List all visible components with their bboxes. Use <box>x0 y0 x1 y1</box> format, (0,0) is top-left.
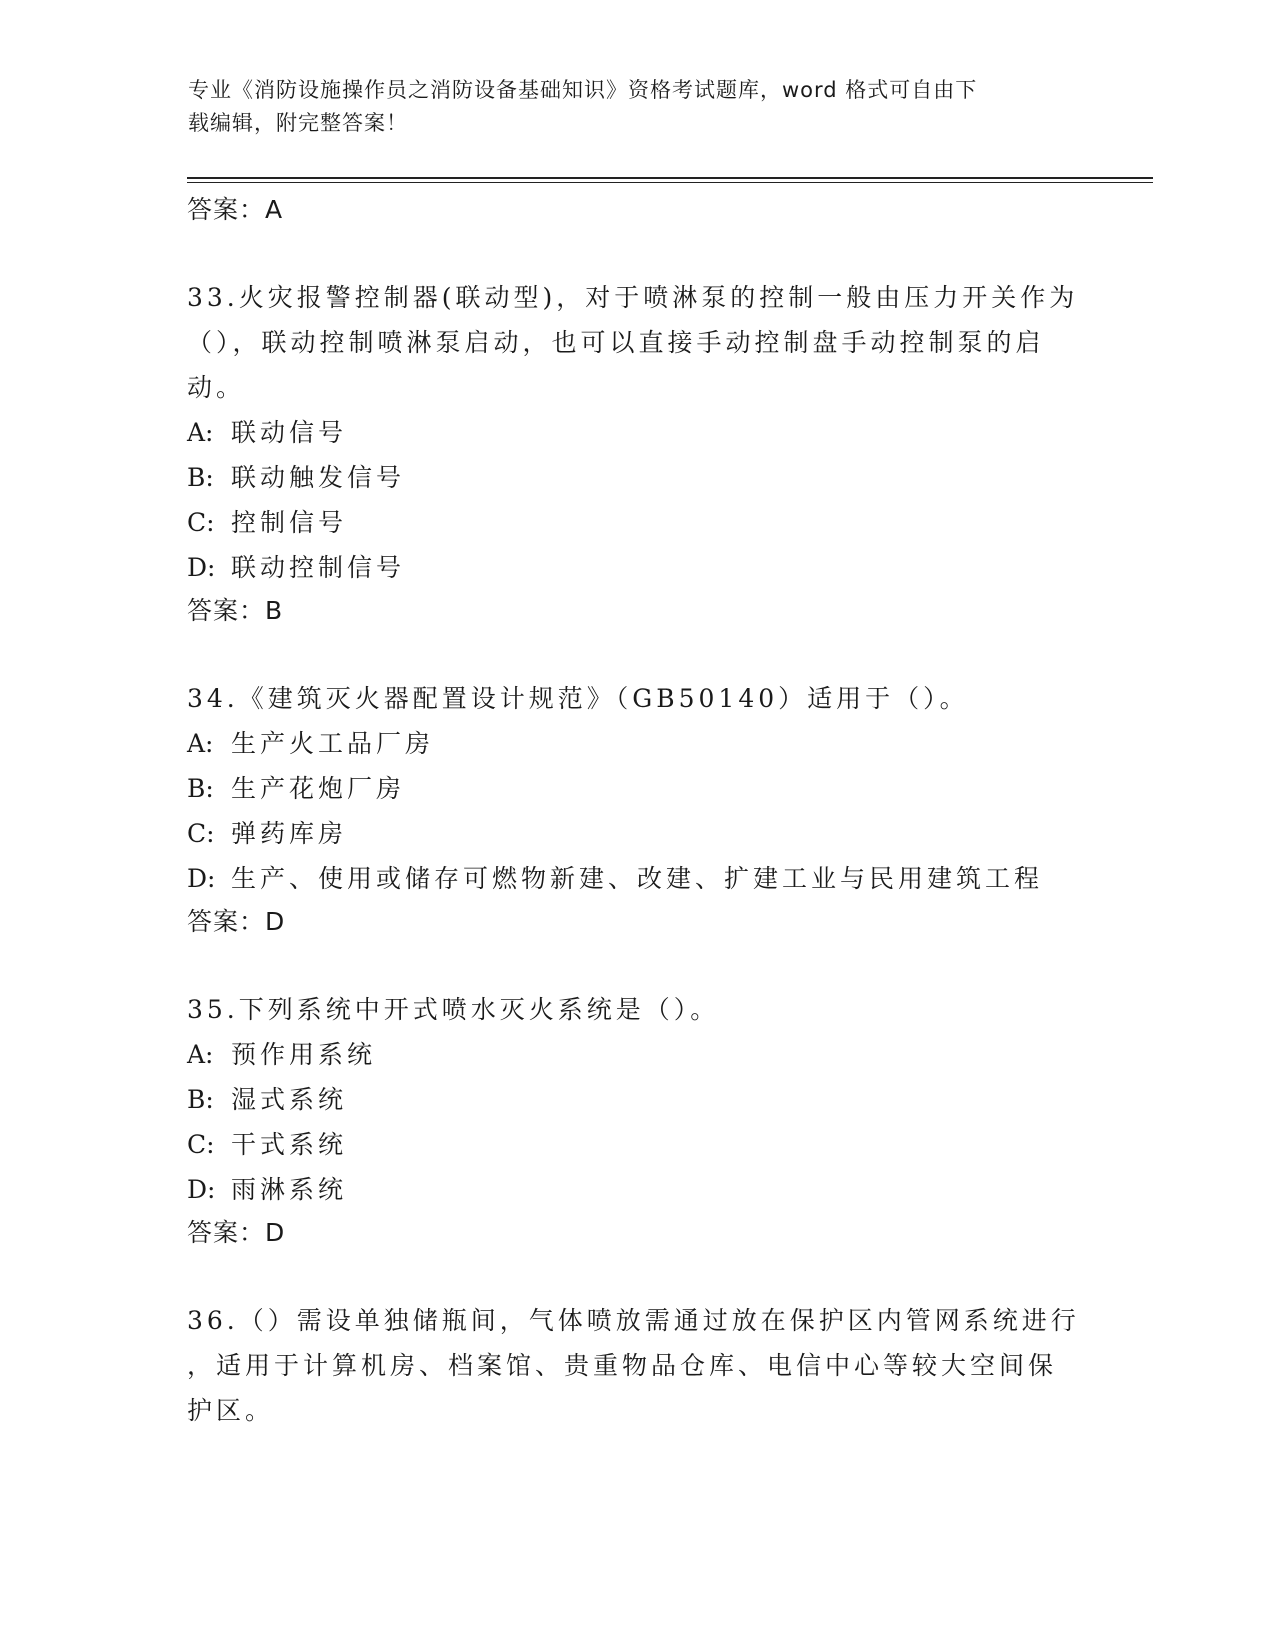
option-key: A: <box>187 1040 214 1069</box>
option-key: B: <box>187 774 214 803</box>
option-key: A: <box>187 418 214 447</box>
header-divider-thick <box>187 177 1153 179</box>
question-stem-line: 33.火灾报警控制器(联动型)，对于喷淋泵的控制一般由压力开关作为 <box>187 283 1079 312</box>
page-header <box>188 74 1068 140</box>
question-stem-line: （），联动控制喷淋泵启动，也可以直接手动控制盘手动控制泵的启 <box>187 328 1045 357</box>
option-c <box>187 811 1087 856</box>
previous-answer: 答案：A <box>187 195 284 224</box>
option-b <box>187 455 1087 500</box>
option-key: D: <box>187 1175 216 1204</box>
question-stem-line: 动。 <box>187 373 246 402</box>
option-c <box>187 1122 1087 1167</box>
question-answer: 答案：D <box>187 907 286 936</box>
option-text: 控制信号 <box>231 508 348 537</box>
question-stem-line: 35.下列系统中开式喷水灭火系统是（）。 <box>187 995 720 1024</box>
option-key: D: <box>187 553 216 582</box>
header-line-2: 载编辑，附完整答案！ <box>188 111 408 135</box>
option-b <box>187 1077 1087 1122</box>
option-text: 生产火工品厂房 <box>231 729 435 758</box>
option-text: 联动信号 <box>231 418 348 447</box>
option-d <box>187 856 1087 901</box>
question-stem-line: 护区。 <box>187 1396 275 1425</box>
option-d <box>187 545 1087 590</box>
option-key: A: <box>187 729 214 758</box>
question-stem-line: 36.（）需设单独储瓶间，气体喷放需通过放在保护区内管网系统进行 <box>187 1306 1080 1335</box>
option-key: B: <box>187 463 214 492</box>
option-text: 生产花炮厂房 <box>231 774 406 803</box>
question-answer: 答案：B <box>187 596 284 625</box>
option-d <box>187 1167 1087 1212</box>
option-text: 联动触发信号 <box>231 463 406 492</box>
question-list <box>187 192 1087 1433</box>
question-stem-line: 34.《建筑灭火器配置设计规范》（GB50140）适用于（）。 <box>187 684 969 713</box>
question-stem-line: ，适用于计算机房、档案馆、贵重物品仓库、电信中心等较大空间保 <box>187 1351 1058 1380</box>
option-c <box>187 500 1087 545</box>
option-a <box>187 1032 1087 1077</box>
question-35 <box>187 987 1087 1250</box>
option-a <box>187 410 1087 455</box>
question-36 <box>187 1298 1087 1433</box>
option-key: D: <box>187 864 216 893</box>
option-text: 干式系统 <box>231 1130 348 1159</box>
header-divider-thin <box>187 182 1153 183</box>
header-line-1: 专业《消防设施操作员之消防设备基础知识》资格考试题库，word 格式可自由下 <box>188 78 978 102</box>
question-34 <box>187 676 1087 939</box>
option-key: C: <box>187 1130 215 1159</box>
option-text: 弹药库房 <box>231 819 348 848</box>
option-text: 雨淋系统 <box>231 1175 348 1204</box>
option-text: 预作用系统 <box>231 1040 377 1069</box>
option-b <box>187 766 1087 811</box>
option-text: 湿式系统 <box>231 1085 348 1114</box>
question-answer: 答案：D <box>187 1218 286 1247</box>
option-text: 联动控制信号 <box>231 553 406 582</box>
option-text: 生产、使用或储存可燃物新建、改建、扩建工业与民用建筑工程 <box>231 864 1044 893</box>
option-key: B: <box>187 1085 214 1114</box>
question-33 <box>187 275 1087 628</box>
option-key: C: <box>187 508 215 537</box>
option-key: C: <box>187 819 215 848</box>
option-a <box>187 721 1087 766</box>
